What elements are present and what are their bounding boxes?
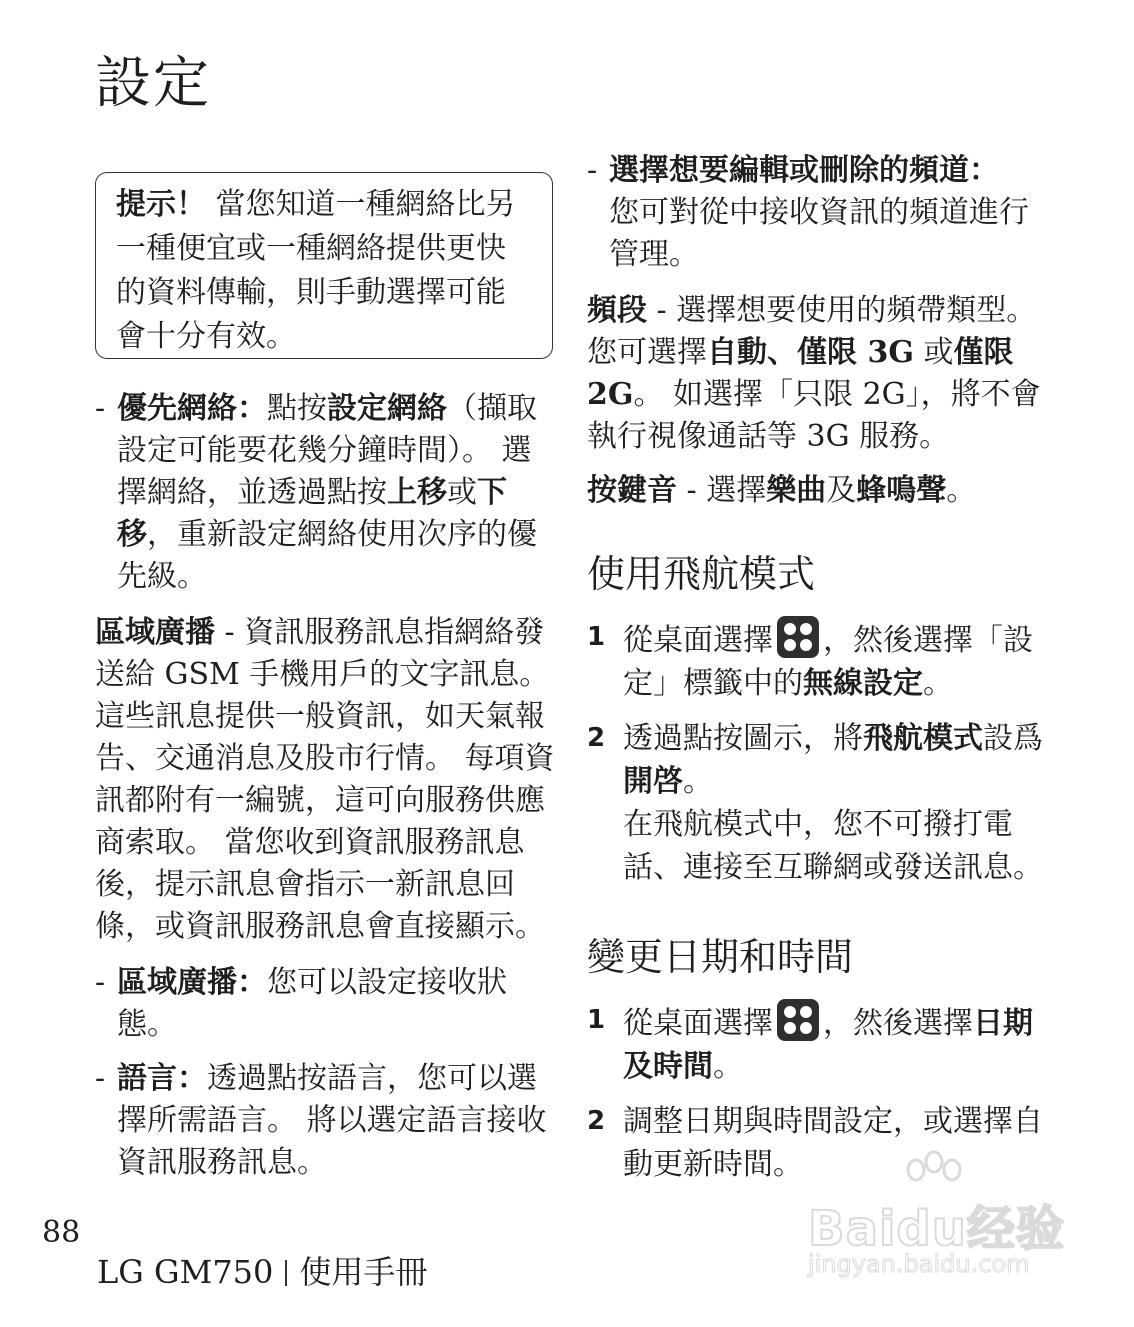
page-number: 88 xyxy=(42,1215,81,1250)
flight-mode-note: 在飛航模式中，您不可撥打電話、連接至互聯網或發送訊息。 xyxy=(623,807,1043,885)
flight-step-1: 1 從桌面選擇 ，然後選擇「設定」標籤中的無線設定。 xyxy=(587,616,1047,705)
watermark-url: jingyan.baidu.com xyxy=(808,1250,1030,1278)
footer-separator xyxy=(285,1260,287,1286)
flight-step-2: 2 透過點按圖示，將飛航模式設爲開啓。 在飛航模式中，您不可撥打電話、連接至互聯網或發送訊息。 xyxy=(587,721,1043,885)
right-column xyxy=(587,150,1047,1186)
cell-broadcast-item: - 區域廣播：您可以設定接收狀態。 xyxy=(95,965,507,1042)
language-item: - 語言：透過點按語言，您可以選擇所需語言。 將以選定語言接收資訊服務訊息。 xyxy=(95,1061,547,1180)
band-paragraph: 頻段 - 選擇想要使用的頻帶類型。您可選擇自動、僅限 3G 或僅限 2G。 如選擇「只限 2G」，將不會執行視像通話等 3G 服務。 xyxy=(587,293,1041,454)
watermark-logo: Baidu经验 xyxy=(808,1201,1065,1257)
preferred-network-item: - 優先網絡：點按設定網絡（擷取設定可能要花幾分鐘時間）。 選擇網絡，並透過點按上移或下移，重新設定網絡使用次序的優先級。 xyxy=(95,391,537,594)
date-time-heading: 變更日期和時間 xyxy=(587,935,854,979)
left-column xyxy=(95,388,560,1184)
manual-name: 使用手冊 xyxy=(299,1253,428,1291)
tip-text: 當您知道一種網絡比另一種便宜或一種網絡提供更快的資料傳輸，則手動選擇可能會十分有效。 xyxy=(116,187,516,354)
page-title: 設定 xyxy=(95,51,211,116)
cell-broadcast-paragraph: 區域廣播 - 資訊服務訊息指網絡發送給 GSM 手機用戶的文字訊息。這些訊息提供一般資訊，如天氣報告、交通消息及股市行情。 每項資訊都附有一編號，這可向服務供應商索取。 當您收到資訊服務訊息後，提示訊息會指示一新訊息回條，或資訊服務訊息會直接顯示。 xyxy=(95,615,555,944)
model-name: LG GM750 xyxy=(97,1253,274,1291)
baidu-watermark xyxy=(808,1150,1068,1290)
flight-mode-heading: 使用飛航模式 xyxy=(587,552,816,596)
tip-box xyxy=(95,172,553,359)
datetime-step-2: 2 調整日期與時間設定，或選擇自動更新時間。 xyxy=(587,1104,1043,1182)
keytone-paragraph: 按鍵音 - 選擇樂曲及蜂鳴聲。 xyxy=(587,473,977,508)
menu-grid-icon xyxy=(777,999,819,1041)
datetime-step-1: 1 從桌面選擇 ，然後選擇日期及時間。 xyxy=(587,999,1047,1088)
menu-grid-icon xyxy=(777,616,819,658)
footer-brand xyxy=(97,1247,427,1293)
edit-channel-item: - 選擇想要編輯或刪除的頻道： 您可對從中接收資訊的頻道進行管理。 xyxy=(587,153,1029,272)
tip-label: 提示！ xyxy=(116,187,206,222)
